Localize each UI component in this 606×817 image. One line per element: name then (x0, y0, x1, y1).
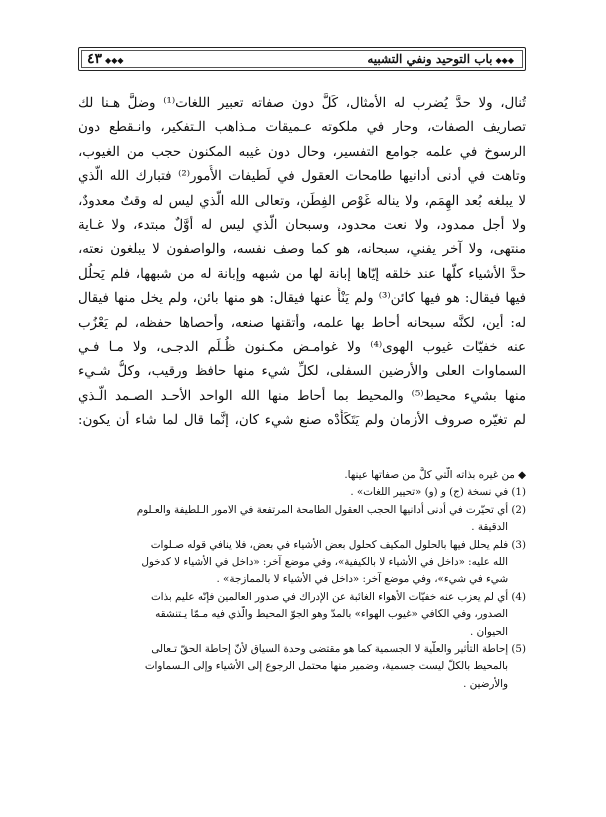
footnote-line: شيء في شيء»، وفي موضع آخر: «داخل في الأشياء لا بالممازجة» . (216, 573, 508, 586)
footnote-line: (4) أي لم يعزب عنه خفيّات الأهواء الغائبة عن الإدراك في صدور العالمين فإنّه عليم بذات (150, 590, 526, 603)
text-line: وتاهت في أدنى أدانيها طامحات العقول في لَطيفات الأُمور⁽²⁾ فتبارك الله الَّذي (78, 169, 526, 185)
main-text (78, 92, 526, 433)
footnote-line: ◆ من غيره بذاته الَّتي كلٌّ من صفاتها عينها. (344, 469, 526, 481)
footnote-line: الدقيقة . (471, 521, 508, 534)
text-line: فيها فيقال: هو فيها كائن⁽³⁾ ولم يَنْأَ عنها فيقال: هو منها بائن، ولم يخل منها فيقال (78, 291, 526, 307)
footnote-line: (5) إحاطة التأثير والعلّية لا الجسمية كما هو مقتضى وحدة السياق لأنّ إحاطة الحقّ تـعالى (151, 642, 526, 655)
footnote-line: (3) فلم يحلل فيها بالحلول المكيف كحلول بعض الأشياء في بعض، فلا ينافي قوله صـلوات (150, 538, 526, 551)
text-line: لا يبلغه بُعد الهِمَم، ولا يناله غَوْص الفِطَن، وتعالى الله الَّذي ليس له وقتٌ معدودٌ، (78, 193, 526, 209)
text-line: منتهى، ولا آخر يفني، سبحانه، هو كما وصف نفسه، والواصفون لا يبلغون نعته، (78, 242, 526, 258)
running-header (78, 47, 526, 71)
text-line: تُنال، ولا حدَّ يُضرب له الأمثال، كَلَّ دون صفاته تعبير اللغات⁽¹⁾ وضلَّ هـنا لك (78, 96, 526, 111)
text-line: عنه خفيّات غيوب الهوى⁽⁴⁾ ولا غوامـض مكـنون ظُـلَم الدجـى، ولا مـا فـي (78, 339, 526, 355)
text-line: السماوات العلى والأرضين السفلى، لكلِّ شيء منها حافظ ورقيب، وكلُّ شـيء (78, 364, 526, 380)
text-line: لم تغيّره صروف الأزمان ولم يَتَكَأَّدْه صنع شيء كان، إنَّما قال لما شاء أن يكون: (78, 413, 526, 429)
text-line: له: أين، لكنَّه سبحانه أحاط بها علمه، وأتقنها صنعه، وأحصاها حفظه، لم يَعْزُب (78, 315, 526, 331)
footnote-line: بالمحيط بالكلّ ليست جسمية، وضمير منها محتمل الرجوع إلى الأشياء وإلى الـسماوات (144, 660, 508, 673)
footnote-line: (1) في نسخة (ج) و (و) «تحيير اللغات» . (350, 486, 526, 499)
chapter-title: ◆◆◆باب التوحيد ونفي التشبيه (367, 52, 514, 66)
ornament-icon: ◆◆◆ (495, 55, 514, 65)
footnote-line: والأرضين . (463, 677, 508, 690)
text-line: حدَّ الأشياء كلَّها عند خلقه إيّاها إبانة لها من شبهه وإبانة له من شبهها، فلم يَحلُل (78, 266, 526, 282)
footnote-line: الصدور، وفي الكافي «غيوب الهواء» بالمدّ وهو الجوّ المحيط والّذي فيه مـمّا يـتنشقه (155, 608, 508, 621)
text-line: منها بشيء محيط⁽⁵⁾ والمحيط بما أحاط منها الله الواحد الأحـد الصـمد الَّـذي (78, 388, 526, 404)
page-number: ٤٣ ◆◆◆ (87, 51, 124, 67)
footnotes (78, 467, 526, 693)
ornament-icon: ◆◆◆ (105, 55, 124, 65)
text-line: ولا أجل ممدود، ولا نعت محدود، وسبحان الَّذي ليس له أوَّلٌ مبتدء، ولا غـاية (78, 217, 526, 233)
footnote-line: (2) أي تحيّرت في أدنى أدانيها الحجب العقول الطامحة المرتفعة في الامور الـلطيفة والعـلوم (136, 503, 526, 516)
text-line: تصاريف الصفات، وحار في ملكوته عـميقات مـذاهب الـتفكير، وانـقطع دون (78, 120, 526, 136)
footnote-line: الحيوان . (469, 625, 508, 638)
footnote-line: الله عليه: «داخل في الأشياء لا بالكيفية»، وفي موضع آخر: «داخل في الأشياء لا كدخول (141, 555, 508, 568)
text-line: الرسوخ في علمه جوامع التفسير، وحال دون غيبه المكنون حجب من الغيوب، (78, 144, 526, 160)
